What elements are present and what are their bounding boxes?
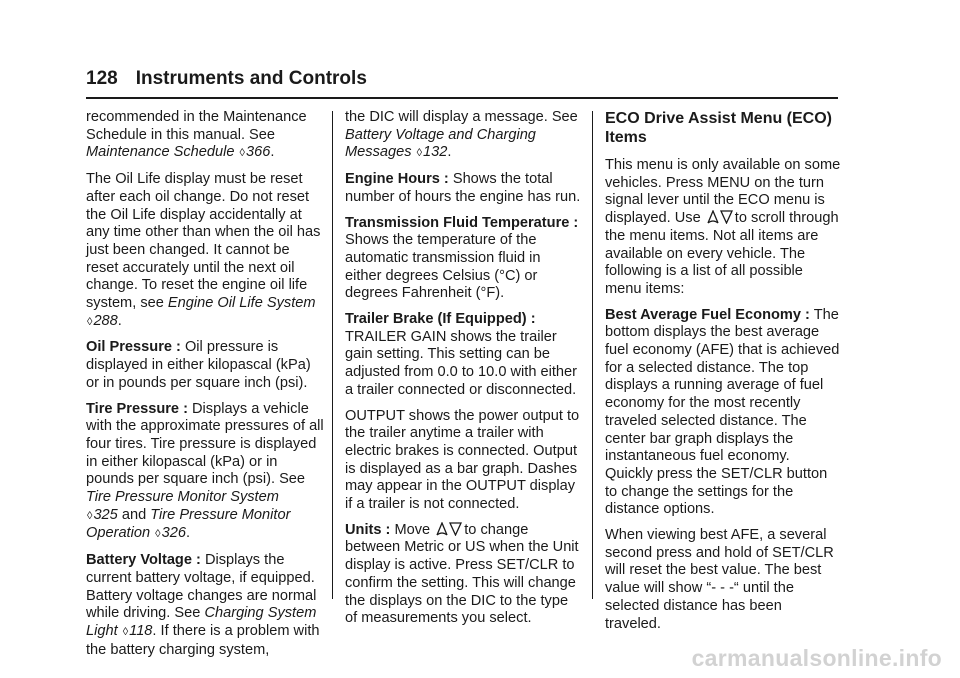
paragraph-eco-intro: This menu is only available on some vehicles. Press MENU on the turn signal lever until the ECO menu is displayed. Use to scroll through the menu items. Not all items are available on every vehicle. The following is a list of all possible menu items: [605, 157, 841, 297]
column-divider-1 [332, 111, 333, 599]
paragraph-battery-cont: the DIC will display a message. See Battery Voltage and Charging Messages ◊132. [345, 109, 578, 161]
xref-tire-monitor-operation[interactable]: Tire Pressure Monitor Operation [86, 506, 291, 542]
term-engine-hours: Engine Hours : [345, 171, 449, 188]
paragraph-maintenance: recommended in the Maintenance Schedule in this manual. See Maintenance Schedule ◊366. [86, 109, 307, 161]
page-ref-icon: ◊ [155, 528, 161, 541]
paragraph-engine-hours: Engine Hours : Shows the total number of hours the engine has run. [345, 171, 581, 205]
term-trailer-brake: Trailer Brake (If Equipped) : [345, 311, 536, 328]
paragraph-oil-pressure: Oil Pressure : Oil pressure is displayed in either kilopascal (kPa) or in pounds per square inch (psi). [86, 339, 311, 391]
paragraph-best-afe-reset: When viewing best AFE, a several second press and hold of SET/CLR will reset the best value. The best value will show “- - -“ until the selected distance has been traveled. [605, 527, 834, 632]
page-link[interactable]: 325 [93, 506, 118, 523]
xref-charging-system-light[interactable]: Charging System Light [86, 605, 317, 639]
paragraph-units: Units : Move to change between Metric or US when the Unit display is active. Press SET/CLR to confirm the setting. This will change the displays on the DIC to the type of measurements you select. [345, 521, 579, 627]
xref-maintenance-schedule[interactable]: Maintenance Schedule [86, 144, 235, 161]
column-divider-2 [592, 111, 593, 599]
paragraph-oil-life: The Oil Life display must be reset after each oil change. Do not reset the Oil Life display accidentally at any time other than when the oil has just been changed. It cannot be reset accurately until the next oil change. To reset the engine oil life system, see Engine Oil Life System ◊288. [86, 171, 321, 329]
page-ref-icon: ◊ [87, 509, 93, 522]
page-link[interactable]: 326 [161, 525, 186, 542]
term-units: Units : [345, 521, 391, 538]
paragraph-output: OUTPUT shows the power output to the trailer anytime a trailer with electric brakes is connected. Output is displayed as a bar graph. Dashes may appear in the OUTPUT display if a trailer is not connected. [345, 407, 580, 513]
paragraph-best-afe: Best Average Fuel Economy : The bottom displays the best average fuel economy (AFE) that is achieved for a selected distance. The top displays a running average of fuel economy for the most recently traveled selected distance. The center bar graph displays the instantaneous fuel economy. Quickly press the SET/CLR button to change the settings for the distance options. [605, 306, 840, 518]
up-down-arrows-icon [707, 210, 733, 228]
section-title: Instruments and Controls [135, 68, 367, 89]
page-ref-icon: ◊ [416, 147, 423, 160]
term-transmission-temp: Transmission Fluid Temperature : [345, 214, 579, 231]
xref-tire-monitor-system[interactable]: Tire Pressure Monitor System [86, 489, 279, 506]
page-link[interactable]: 118 [129, 622, 153, 639]
header-rule [86, 97, 838, 99]
column-3 [605, 109, 841, 641]
xref-battery-messages[interactable]: Battery Voltage and Charging Messages [345, 126, 536, 161]
page-ref-icon: ◊ [87, 315, 93, 328]
watermark: carmanualsonline.info [691, 645, 942, 671]
page-link[interactable]: 366 [245, 144, 271, 161]
term-tire-pressure: Tire Pressure : [86, 400, 188, 417]
page-ref-icon: ◊ [239, 147, 245, 160]
page-ref-icon: ◊ [122, 625, 129, 638]
up-down-arrows-icon [436, 522, 462, 540]
term-best-average-fuel-economy: Best Average Fuel Economy : [605, 306, 810, 323]
paragraph-battery-voltage: Battery Voltage : Displays the current battery voltage, if equipped. Battery voltage changes are normal while driving. See Charging System Light ◊118. If there is a problem with the battery charging system, [86, 552, 320, 658]
paragraph-transmission: Transmission Fluid Temperature : Shows the temperature of the automatic transmission fluid in either degrees Celsius (°C) or degrees Fahrenheit (°F). [345, 214, 579, 302]
page-header [86, 68, 367, 90]
page-link[interactable]: 132 [423, 144, 448, 161]
page-link[interactable]: 288 [93, 312, 118, 329]
column-2 [345, 109, 581, 636]
section-heading-eco: ECO Drive Assist Menu (ECO) Items [605, 110, 833, 146]
term-battery-voltage: Battery Voltage : [86, 552, 201, 569]
paragraph-tire-pressure: Tire Pressure : Displays a vehicle with the approximate pressures of all four tires. Tire pressure is displayed in either kilopascal (kPa) or in pounds per square inch (psi). See Tire Pressure Monitor System ◊325 and Tire Pressure Monitor Operation ◊326. [86, 400, 324, 542]
page-number: 128 [86, 68, 118, 89]
xref-engine-oil-life[interactable]: Engine Oil Life System [167, 295, 316, 312]
paragraph-trailer-brake: Trailer Brake (If Equipped) : TRAILER GAIN shows the trailer gain setting. This setting can be adjusted from 0.0 to 10.0 with either a trailer connected or disconnected. [345, 311, 578, 398]
term-oil-pressure: Oil Pressure : [86, 339, 181, 356]
column-1 [86, 109, 324, 667]
